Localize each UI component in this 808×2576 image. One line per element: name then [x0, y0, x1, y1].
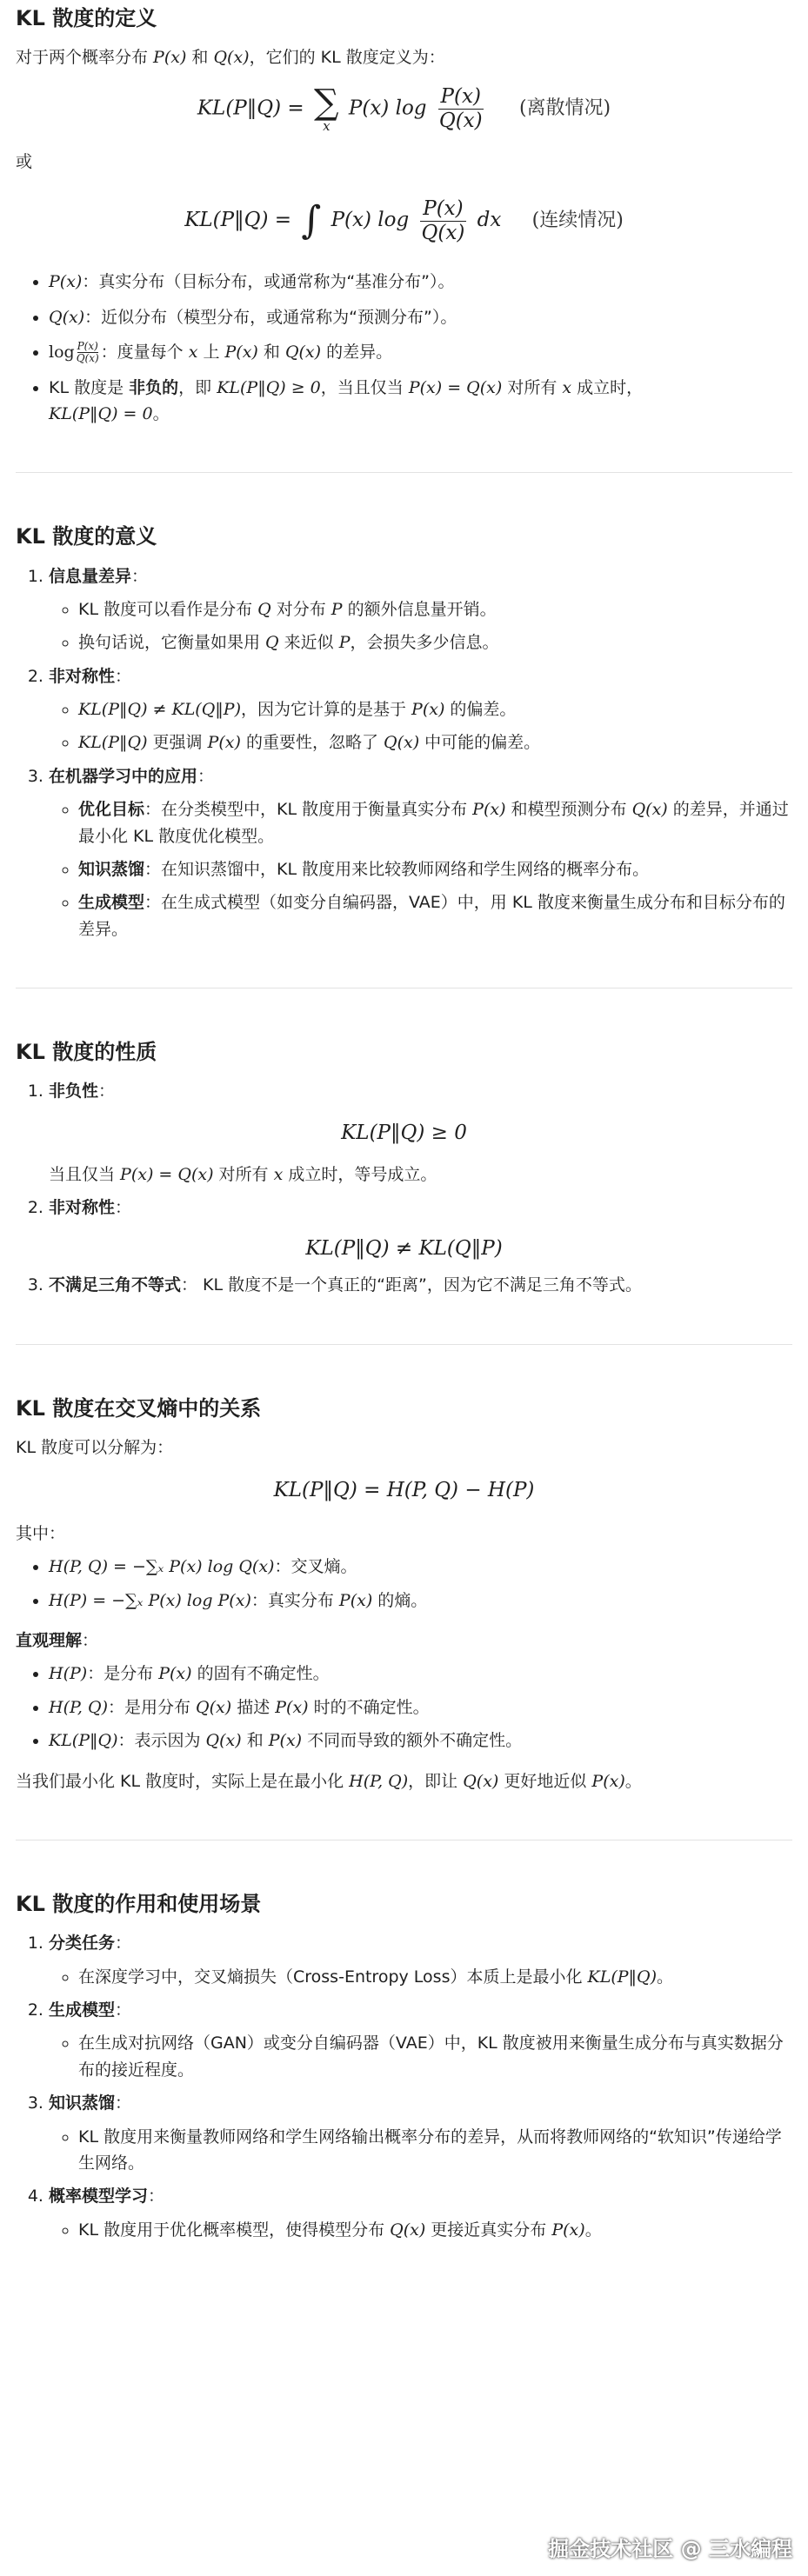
formula-nonneg: KL(P‖Q) ≥ 0 [341, 1121, 467, 1144]
list-item: • H(P)：是分布 P(x) 的固有不确定性。 [49, 1661, 792, 1687]
list-item: • log $\frac{P(x)}{Q(x)}$ ：度量每个 x 上 P(x) 和 Q(x) 的差异。 [49, 339, 792, 365]
list-item: ◦ 换句话说，它衡量如果用 Q 来近似 P，会损失多少信息。 [78, 629, 792, 656]
section-title: KL 散度在交叉熵中的关系 [16, 1395, 262, 1421]
watermark: 掘金技术社区 @ 三水編程 [548, 2536, 792, 2561]
conclusion: 当我们最小化 KL 散度时，实际上是在最小化 H(P, Q)，即让 Q(x) 更好地近似 P(x)。 [16, 1771, 642, 1791]
list-item: 2. 生成模型： ◦ 在生成对抗网络（GAN）或变分自编码器（VAE）中，KL 散度被用来衡量生成分布与真实数据分布的接近程度。 [49, 1997, 792, 2083]
list-item: ◦ 优化目标：在分类模型中，KL 散度用于衡量真实分布 P(x) 和模型预测分布 Q(x) 的差异，并通过最小化 KL 散度优化模型。 [78, 796, 792, 849]
list-item: ◦ KL(P‖Q) 更强调 P(x) 的重要性，忽略了 Q(x) 中可能的偏差。 [78, 729, 792, 755]
list-item: • KL 散度是 非负的，即 KL(P‖Q) ≥ 0，当且仅当 P(x) = Q(x) 对所有 x 成立时， KL(P‖Q) = 0。 [49, 375, 792, 428]
or-text: 或 [16, 151, 33, 171]
section-cross-entropy: KL 散度在交叉熵中的关系 KL 散度可以分解为： KL(P‖Q) = H(P, Q) − H(P) 其中： • H(P, Q) = −∑ₓ P(x) log Q(x)：交叉熵。 • H(P) = −∑ₓ P(x) log P(x)：真实分布 P(x) 的熵。 直观理解： • H(P)：是分布 P(x) 的固有不确定性。 • H(P, Q)：是用分布 Q(x) 描述 P(x) 时的不确定性。 • KL(P‖Q)：表示因为 Q(x) 和 P(x) 不同而导致的额外不确定性。 当我们最小化 KL 散度时，实际上是在最小化 H(P, Q)，即让 Q(x) 更好地近似 P(x)。 [16, 1395, 792, 1795]
list-item: • H(P) = −∑ₓ P(x) log P(x)：真实分布 P(x) 的熵。 [49, 1588, 792, 1614]
list-item: ◦ KL 散度用来衡量教师网络和学生网络输出概率分布的差异，从而将教师网络的“软知识”传递给学生网络。 [78, 2124, 792, 2177]
list-item: 4. 概率模型学习： ◦ KL 散度用于优化概率模型，使得模型分布 Q(x) 更接近真实分布 P(x)。 [49, 2183, 792, 2243]
section-meaning [16, 523, 792, 942]
list-item: 1. 非负性： KL(P‖Q) ≥ 0 当且仅当 P(x) = Q(x) 对所有 x 成立时，等号成立。 [49, 1078, 792, 1188]
section-uses [16, 1891, 792, 2243]
divider [16, 1344, 792, 1345]
list-item: ◦ KL(P‖Q) ≠ KL(Q‖P)，因为它计算的是基于 P(x) 的偏差。 [78, 696, 792, 722]
formula-discrete: KL(P‖Q) = ∑ x P(x) log $\frac{P(x)}{Q(x)}$ (离散情况) [197, 82, 611, 134]
formula-decompose: KL(P‖Q) = H(P, Q) − H(P) [273, 1479, 535, 1502]
formula-continuous: KL(P‖Q) = ∫ P(x) log $\frac{P(x)}{Q(x)}$ dx (连续情况) [184, 197, 624, 244]
list-item: • P(x)：真实分布（目标分布，或通常称为“基准分布”）。 [49, 269, 792, 295]
section-properties [16, 1039, 792, 1298]
list-item: ◦ 知识蒸馏：在知识蒸馏中，KL 散度用来比较教师网络和学生网络的概率分布。 [78, 856, 792, 882]
section-title: KL 散度的作用和使用场景 [16, 1892, 262, 1917]
list-item: ◦ KL 散度可以看作是分布 Q 对分布 P 的额外信息量开销。 [78, 596, 792, 622]
list-item: ◦ 在深度学习中，交叉熵损失（Cross-Entropy Loss）本质上是最小化 KL(P‖Q)。 [78, 1964, 792, 1990]
formula-asym: KL(P‖Q) ≠ KL(Q‖P) [305, 1237, 503, 1261]
list-item: ◦ 生成模型：在生成式模型（如变分自编码器，VAE）中，用 KL 散度来衡量生成分布和目标分布的差异。 [78, 889, 792, 942]
list-item: • KL(P‖Q)：表示因为 Q(x) 和 P(x) 不同而导致的额外不确定性。 [49, 1727, 792, 1754]
list-item: 3. 知识蒸馏： ◦ KL 散度用来衡量教师网络和学生网络输出概率分布的差异，从而将教师网络的“软知识”传递给学生网络。 [49, 2090, 792, 2176]
list-item: ◦ 在生成对抗网络（GAN）或变分自编码器（VAE）中，KL 散度被用来衡量生成分布与真实数据分布的接近程度。 [78, 2030, 792, 2083]
definition-bullets [16, 269, 792, 427]
list-item: • H(P, Q) = −∑ₓ P(x) log Q(x)：交叉熵。 [49, 1554, 792, 1580]
list-item: 2. 非对称性： KL(P‖Q) ≠ KL(Q‖P) [49, 1195, 792, 1265]
list-item: • Q(x)：近似分布（模型分布，或通常称为“预测分布”）。 [49, 304, 792, 330]
list-item: 3. 在机器学习中的应用： ◦ 优化目标：在分类模型中，KL 散度用于衡量真实分布 P(x) 和模型预测分布 Q(x) 的差异，并通过最小化 KL 散度优化模型。 ◦ 知识蒸馏：在知识蒸馏中，KL 散度用来比较教师网络和学生网络的概率分布。 ◦ 生成模型：在生成式模型（如变分自编码器，VAE）中，用 KL 散度来衡量生成分布和目标分布的差异。 [49, 763, 792, 942]
section-title: KL 散度的定义 [16, 6, 157, 30]
list-item: 1. 分类任务： ◦ 在深度学习中，交叉熵损失（Cross-Entropy Loss）本质上是最小化 KL(P‖Q)。 [49, 1930, 792, 1990]
list-item: 3. 不满足三角不等式： KL 散度不是一个真正的“距离”，因为它不满足三角不等式。 [49, 1272, 792, 1298]
list-item: 1. 信息量差异： ◦ KL 散度可以看作是分布 Q 对分布 P 的额外信息量开销。 ◦ 换句话说，它衡量如果用 Q 来近似 P，会损失多少信息。 [49, 563, 792, 656]
section-definition [16, 0, 792, 427]
list-item: • H(P, Q)：是用分布 Q(x) 描述 P(x) 时的不确定性。 [49, 1694, 792, 1721]
section-title: KL 散度的意义 [16, 524, 157, 549]
list-item: ◦ KL 散度用于优化概率模型，使得模型分布 Q(x) 更接近真实分布 P(x)。 [78, 2217, 792, 2243]
intro-paragraph: 对于两个概率分布 P(x) 和 Q(x)，它们的 KL 散度定义为： [16, 48, 445, 68]
meaning-list [16, 563, 792, 943]
section-title: KL 散度的性质 [16, 1040, 157, 1065]
divider [16, 472, 792, 473]
properties-list [16, 1078, 792, 1298]
list-item: 2. 非对称性： ◦ KL(P‖Q) ≠ KL(Q‖P)，因为它计算的是基于 P(x) 的偏差。 ◦ KL(P‖Q) 更强调 P(x) 的重要性，忽略了 Q(x) 中可能的偏差。 [49, 663, 792, 756]
